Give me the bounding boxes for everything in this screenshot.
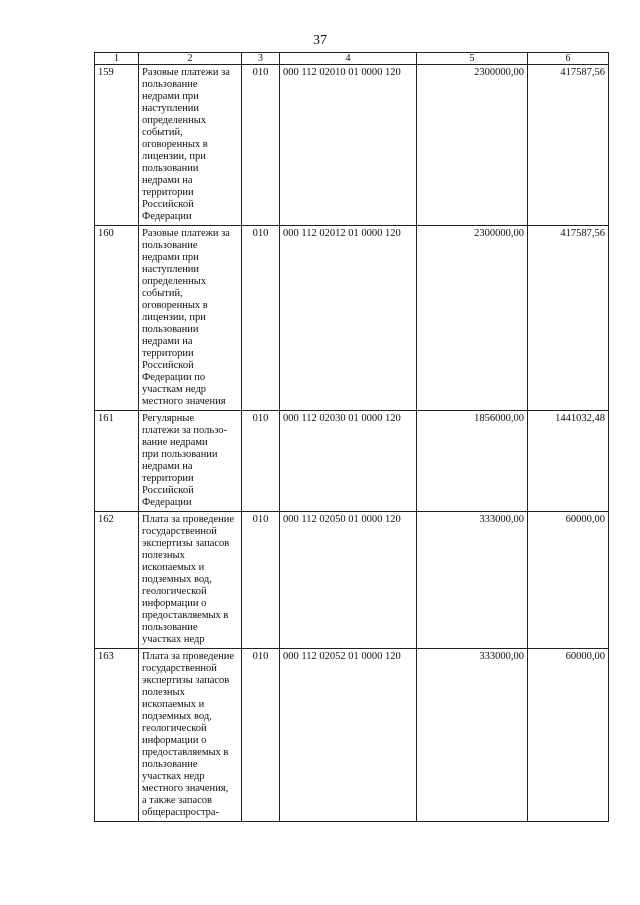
- header-cell-5: 5: [417, 53, 528, 65]
- row-budget-code: 000 112 02030 01 0000 120: [280, 411, 417, 512]
- budget-table: [94, 52, 609, 822]
- row-budget-code: 000 112 02012 01 0000 120: [280, 226, 417, 411]
- row-number: 159: [95, 65, 139, 226]
- header-row: [95, 53, 609, 65]
- row-approved-amount: 333000,00: [417, 512, 528, 649]
- row-number: 162: [95, 512, 139, 649]
- row-number: 160: [95, 226, 139, 411]
- row-budget-code: 000 112 02052 01 0000 120: [280, 649, 417, 822]
- row-number: 163: [95, 649, 139, 822]
- row-name: Регулярные платежи за пользо- вание недрами при пользовании недрами на территории Российской Федерации: [139, 411, 242, 512]
- table-row: [95, 512, 609, 649]
- row-executed-amount: 60000,00: [528, 649, 609, 822]
- header-cell-6: 6: [528, 53, 609, 65]
- header-cell-3: 3: [242, 53, 280, 65]
- row-approved-amount: 2300000,00: [417, 226, 528, 411]
- row-code: 010: [242, 411, 280, 512]
- row-approved-amount: 2300000,00: [417, 65, 528, 226]
- table-row: [95, 226, 609, 411]
- row-executed-amount: 417587,56: [528, 65, 609, 226]
- row-name: Плата за проведение государственной экспертизы запасов полезных ископаемых и подземных вод, геологической информации о предоставляемых в пользование участках недр местного значения, а также запасов общераспростра-: [139, 649, 242, 822]
- row-approved-amount: 1856000,00: [417, 411, 528, 512]
- row-code: 010: [242, 226, 280, 411]
- row-budget-code: 000 112 02050 01 0000 120: [280, 512, 417, 649]
- row-executed-amount: 60000,00: [528, 512, 609, 649]
- header-cell-2: 2: [139, 53, 242, 65]
- table-row: [95, 411, 609, 512]
- table-row: [95, 65, 609, 226]
- row-budget-code: 000 112 02010 01 0000 120: [280, 65, 417, 226]
- row-number: 161: [95, 411, 139, 512]
- page-number: 37: [313, 33, 327, 48]
- row-code: 010: [242, 512, 280, 649]
- row-code: 010: [242, 65, 280, 226]
- row-executed-amount: 417587,56: [528, 226, 609, 411]
- header-cell-4: 4: [280, 53, 417, 65]
- row-name: Плата за проведение государственной экспертизы запасов полезных ископаемых и подземных вод, геологической информации о предоставляемых в пользование участках недр: [139, 512, 242, 649]
- header-cell-1: 1: [95, 53, 139, 65]
- row-executed-amount: 1441032,48: [528, 411, 609, 512]
- row-name: Разовые платежи за пользование недрами при наступлении определенных событий, оговоренных в лицензии, при пользовании недрами на территории Российской Федерации: [139, 65, 242, 226]
- table-row: [95, 649, 609, 822]
- row-code: 010: [242, 649, 280, 822]
- row-approved-amount: 333000,00: [417, 649, 528, 822]
- row-name: Разовые платежи за пользование недрами при наступлении определенных событий, оговоренных в лицензии, при пользовании недрами на территории Российской Федерации по участкам недр местного значения: [139, 226, 242, 411]
